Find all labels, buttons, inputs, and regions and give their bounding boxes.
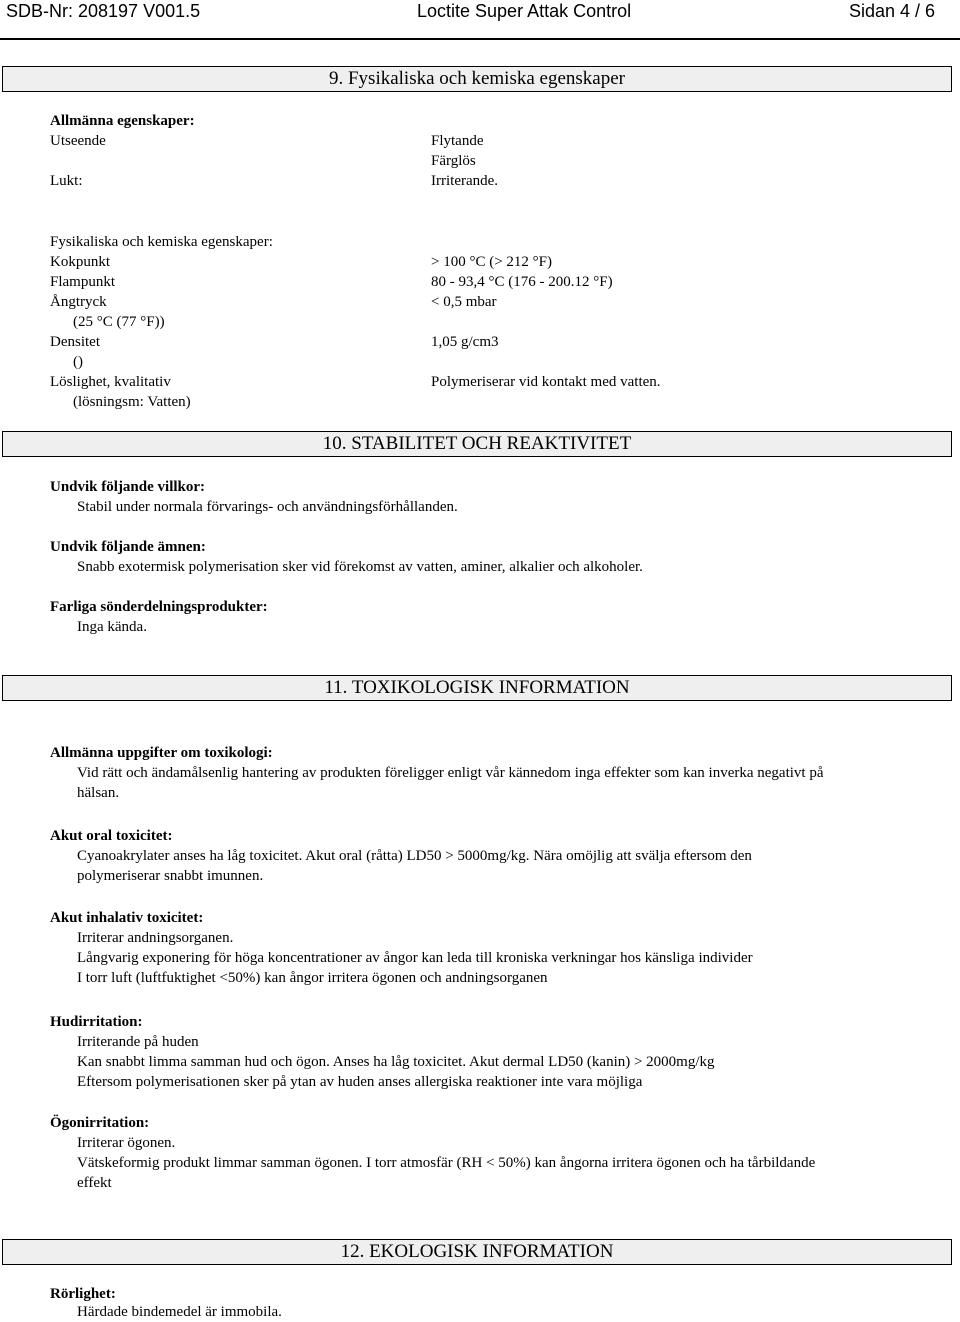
skin-irritation-line-2: Kan snabbt limma samman hud och ögon. Anses ha låg toxicitet. Akut dermal LD50 (kanin) > 2000mg/kg: [77, 1054, 715, 1070]
oral-toxicity-line-1: Cyanoakrylater anses ha låg toxicitet. Akut oral (råtta) LD50 > 5000mg/kg. Nära omöjlig att svälja eftersom den: [77, 848, 752, 864]
odor-label: Lukt:: [50, 173, 83, 189]
section-11-heading: 11. TOXIKOLOGISK INFORMATION: [2, 675, 952, 701]
inhalation-toxicity-line-3: I torr luft (luftfuktighet <50%) kan ångor irritera ögonen och andningsorganen: [77, 970, 548, 986]
mobility-heading: Rörlighet:: [50, 1286, 116, 1302]
decomposition-heading: Farliga sönderdelningsprodukter:: [50, 599, 268, 615]
vapor-pressure-condition: (25 °C (77 °F)): [73, 314, 165, 330]
skin-irritation-line-1: Irriterande på huden: [77, 1034, 199, 1050]
appearance-value-2: Färglös: [431, 153, 476, 169]
boiling-point-label: Kokpunkt: [50, 254, 110, 270]
oral-toxicity-heading: Akut oral toxicitet:: [50, 828, 173, 844]
appearance-value-1: Flytande: [431, 133, 484, 149]
flash-point-value: 80 - 93,4 °C (176 - 200.12 °F): [431, 274, 613, 290]
page-header: [0, 0, 960, 40]
avoid-materials-text: Snabb exotermisk polymerisation sker vid förekomst av vatten, aminer, alkalier och alkoholer.: [77, 559, 643, 575]
section-9-heading: 9. Fysikaliska och kemiska egenskaper: [2, 66, 952, 92]
eye-irritation-line-1: Irriterar ögonen.: [77, 1135, 176, 1151]
toxicology-general-line-1: Vid rätt och ändamålsenlig hantering av produkten föreligger enligt vår kännedom inga effekter som kan inverka negativt på: [77, 765, 824, 781]
eye-irritation-heading: Ögonirritation:: [50, 1115, 150, 1131]
document-number: SDB-Nr: 208197 V001.5: [6, 1, 201, 21]
solubility-value: Polymeriserar vid kontakt med vatten.: [431, 374, 661, 390]
solubility-condition: (lösningsm: Vatten): [73, 394, 191, 410]
avoid-conditions-heading: Undvik följande villkor:: [50, 479, 206, 495]
header-divider: [0, 38, 960, 40]
inhalation-toxicity-line-2: Långvarig exponering för höga koncentrationer av ångor kan leda till kroniska verkningar hos känsliga individer: [77, 950, 753, 966]
inhalation-toxicity-line-1: Irriterar andningsorganen.: [77, 930, 234, 946]
skin-irritation-heading: Hudirritation:: [50, 1014, 143, 1030]
density-label: Densitet: [50, 334, 100, 350]
avoid-conditions-text: Stabil under normala förvarings- och användningsförhållanden.: [77, 499, 458, 515]
vapor-pressure-label: Ångtryck: [50, 294, 107, 310]
eye-irritation-line-3: effekt: [77, 1175, 112, 1191]
density-value: 1,05 g/cm3: [431, 334, 499, 350]
vapor-pressure-value: < 0,5 mbar: [431, 294, 497, 310]
flash-point-label: Flampunkt: [50, 274, 116, 290]
toxicology-general-heading: Allmänna uppgifter om toxikologi:: [50, 745, 273, 761]
general-properties-heading: Allmänna egenskaper:: [50, 113, 195, 129]
page-number: Sidan 4 / 6: [849, 1, 936, 21]
product-name: Loctite Super Attak Control: [417, 1, 632, 21]
odor-value: Irriterande.: [431, 173, 499, 189]
toxicology-general-line-2: hälsan.: [77, 785, 120, 801]
decomposition-text: Inga kända.: [77, 619, 147, 635]
physical-properties-heading: Fysikaliska och kemiska egenskaper:: [50, 234, 273, 250]
oral-toxicity-line-2: polymeriserar snabbt imunnen.: [77, 868, 264, 884]
avoid-materials-heading: Undvik följande ämnen:: [50, 539, 206, 555]
section-12-heading: 12. EKOLOGISK INFORMATION: [2, 1239, 952, 1265]
appearance-label: Utseende: [50, 133, 106, 149]
boiling-point-value: > 100 °C (> 212 °F): [431, 254, 553, 270]
eye-irritation-line-2: Vätskeformig produkt limmar samman ögonen. I torr atmosfär (RH < 50%) kan ångorna irritera ögonen och ha tårbildande: [77, 1155, 816, 1171]
inhalation-toxicity-heading: Akut inhalativ toxicitet:: [50, 910, 204, 926]
mobility-text: Härdade bindemedel är immobila.: [77, 1304, 282, 1320]
solubility-label: Löslighet, kvalitativ: [50, 374, 171, 390]
density-condition: (): [73, 354, 83, 370]
section-10-heading: 10. STABILITET OCH REAKTIVITET: [2, 431, 952, 457]
skin-irritation-line-3: Eftersom polymerisationen sker på ytan av huden anses allergiska reaktioner inte vara möjliga: [77, 1074, 643, 1090]
